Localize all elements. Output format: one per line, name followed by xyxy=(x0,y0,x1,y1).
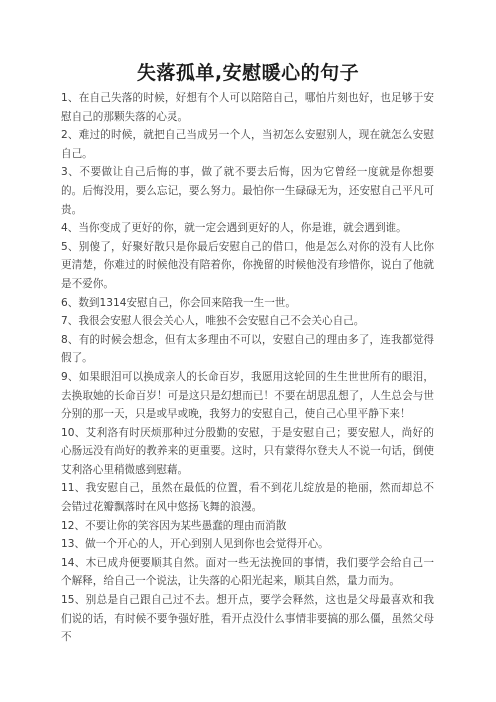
paragraph-14: 14、木已成舟便要顺其自然。面对一些无法挽回的事情，我们要学会给自己一个解释，给自己一个说法，让失落的心阳光起来，顺其自然，量力而为。 xyxy=(61,556,434,588)
paragraph-11: 11、我安慰自己，虽然在最低的位置，看不到花儿绽放是的艳丽，然而却总不会错过花瓣飘落时在风中悠扬飞舞的浪漫。 xyxy=(61,482,434,514)
paragraph-6: 6、数到1314安慰自己，你会回来陪我一生一世。 xyxy=(61,296,296,309)
paragraph-9: 9、如果眼泪可以换成亲人的长命百岁，我愿用这轮回的生生世世所有的眼泪，去换取她的长命百岁！可是这只是幻想而已！不要在胡思乱想了，人生总会与世分别的那一天，只是或早或晚，我努力的安慰自己，使自己心里平静下来！ xyxy=(61,370,434,421)
paragraph-2: 2、难过的时候，就把自己当成另一个人，当初怎么安慰别人，现在就怎么安慰自己。 xyxy=(61,129,434,160)
document-title: 失落孤单,安慰暖心的句子 xyxy=(136,62,360,84)
paragraph-3: 3、不要做让自己后悔的事，做了就不要去后悔，因为它曾经一度就是你想要的。后悔没用，要么忘记，要么努力。最怕你一生碌碌无为，还安慰自己平凡可贵。 xyxy=(61,166,434,216)
paragraph-12: 12、不要让你的笑容因为某些愚蠢的理由而消散 xyxy=(61,519,287,532)
paragraph-7: 7、我很会安慰人很会关心人，唯独不会安慰自己不会关心自己。 xyxy=(61,315,365,328)
document-body xyxy=(61,89,434,647)
paragraph-10: 10、艾利洛有时厌烦那种过分殷勤的安慰，于是安慰自己；要安慰人，尚好的心肠远没有尚好的教养来的更重要。这时，只有蒙得尔登夫人不说一句话，倒使艾利洛心里稍微感到慰藉。 xyxy=(61,426,434,476)
paragraph-8: 8、有的时候会想念，但有太多理由不可以，安慰自己的理由多了，连我都觉得假了。 xyxy=(61,333,434,365)
paragraph-13: 13、做一个开心的人，开心到别人见到你也会觉得开心。 xyxy=(61,538,329,551)
paragraph-1: 1、在自己失落的时候，好想有个人可以陪陪自己，哪怕片刻也好，也足够于安慰自己的那颗失落的心灵。 xyxy=(61,92,434,123)
paragraph-4: 4、当你变成了更好的你，就一定会遇到更好的人，你是谁，就会遇到谁。 xyxy=(61,222,407,235)
paragraph-5: 5、别傻了，好聚好散只是你最后安慰自己的借口，他是怎么对你的没有人比你更清楚，你难过的时候他没有陪着你，你挽留的时候他没有珍惜你，说白了他就是不爱你。 xyxy=(61,240,434,290)
paragraph-15: 15、别总是自己跟自己过不去。想开点，要学会释然，这也是父母最喜欢和我们说的话，有时候不要争强好胜，看开点没什么事情非要搞的那么僵，虽然父母不 xyxy=(61,594,434,644)
